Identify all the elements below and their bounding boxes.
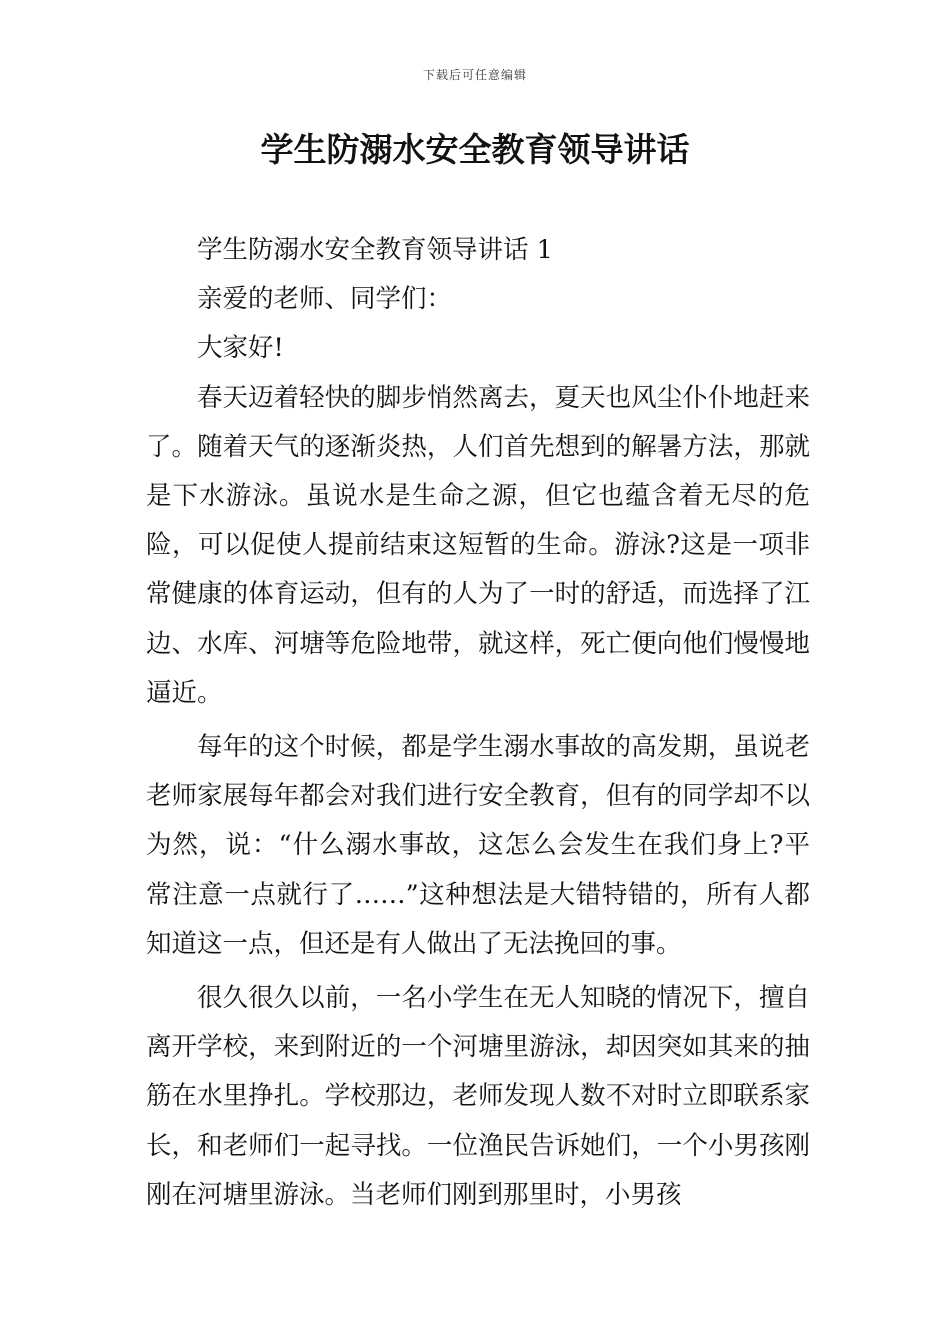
- document-title: 学生防溺水安全教育领导讲话: [260, 130, 690, 169]
- header-note: 下载后可任意编辑: [422, 68, 527, 82]
- paragraph-body-3: 很久很久以前，一名小学生在无人知晓的情况下，擅自离开学校，来到附近的一个河塘里游泳，却因突如其来的抽筋在水里挣扎。学校那边，老师发现人数不对时立即联系家长，和老师们一起寻找。一位渔民告诉她们，一个小男孩刚刚在河塘里游泳。当老师们刚到那里时，小男孩: [146, 983, 810, 1210]
- document-body: [146, 226, 810, 1220]
- paragraph-body-1: 春天迈着轻快的脚步悄然离去，夏天也风尘仆仆地赶来了。随着天气的逐渐炎热，人们首先想到的解暑方法，那就是下水游泳。虽说水是生命之源，但它也蕴含着无尽的危险，可以促使人提前结束这短暂的生命。游泳?这是一项非常健康的体育运动，但有的人为了一时的舒适，而选择了江边、水库、河塘等危险地带，就这样，死亡便向他们慢慢地逼近。: [146, 382, 810, 708]
- paragraph-body-2: 每年的这个时候，都是学生溺水事故的高发期，虽说老老师家展每年都会对我们进行安全教育，但有的同学却不以为然，说：“什么溺水事故，这怎么会发生在我们身上?平常注意一点就行了……”这种想法是大错特错的，所有人都知道这一点，但还是有人做出了无法挽回的事。: [146, 732, 810, 959]
- paragraph-greeting: 大家好!: [197, 333, 284, 364]
- paragraph-salutation: 亲爱的老师、同学们：: [197, 284, 453, 315]
- paragraph-speech-heading: 学生防溺水安全教育领导讲话 1: [197, 235, 553, 265]
